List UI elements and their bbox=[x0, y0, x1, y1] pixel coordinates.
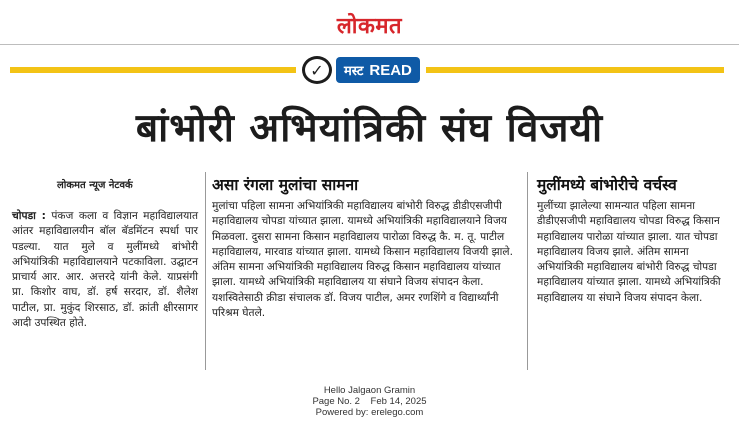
must-read-pill bbox=[336, 57, 420, 83]
article-column-3: मुलींच्या झालेल्या सामन्यात पहिला सामना डीडीएसजीपी महाविद्यालय चोपडा विरुद्ध किसान महाविद्यालय पारोळा यांच्यात झाला. यात चोपडा महाविद्यालय विजय झाले. अंतिम सामना अभियांत्रिकी महाविद्यालय बांभोरी विरुद्ध चोपडा महाविद्यालय यांच्यात झाला. यामध्ये अभियांत्रिकी महाविद्यालय या संघाने विजय संपादन केला. bbox=[537, 200, 721, 304]
column-divider-1 bbox=[205, 172, 206, 370]
must-read-badge bbox=[296, 55, 426, 85]
subhead-boys-match: असा रंगला मुलांचा सामना bbox=[212, 176, 359, 194]
article-column-1 bbox=[12, 209, 198, 331]
byline: लोकमत न्यूज नेटवर्क bbox=[57, 180, 133, 191]
footer-page: Page No. 2 bbox=[312, 396, 360, 407]
must-read-word: READ bbox=[369, 61, 412, 79]
article-headline: बांभोरी अभियांत्रिकी संघ विजयी bbox=[135, 106, 604, 151]
masthead-divider bbox=[0, 44, 739, 45]
column-divider-2 bbox=[527, 172, 528, 370]
footer-powered: Powered by: erelego.com bbox=[315, 407, 424, 418]
article-column-2: मुलांचा पहिला सामना अभियांत्रिकी महाविद्यालय बांभोरी विरुद्ध डीडीएसजीपी महाविद्यालय चोपडा यांच्यात झाला. यामध्ये अभियांत्रिकी महाविद्यालयाने विजय मिळवला. दुसरा सामना किसान महाविद्यालय पारोळा विरुद्ध कै. म. तू. पाटील महाविद्यालय, मारवाड यांच्यात झाला. यामध्ये किसान महाविद्यालय विजयी झाले. अंतिम सामना अभियांत्रिकी महाविद्यालय विरुद्ध किसान महाविद्यालय यांच्यात झाला. यामध्ये अभियांत्रिकी महाविद्यालय या संघाने विजय संपादन केला. यशस्वितेसाठी क्रीडा संचालक डॉ. विजय पाटील, अमर रणशिंगे व विद्यार्थ्यांनी परिश्रम घेतले. bbox=[212, 200, 513, 320]
must-read-prefix: मस्ट bbox=[344, 64, 364, 79]
checkmark-icon: ✓ bbox=[302, 56, 332, 84]
footer-edition: Hello Jalgaon Gramin bbox=[323, 385, 416, 396]
column-1-text: पंकज कला व विज्ञान महाविद्यालयात आंतर महाविद्यालयीन बॉल बॅडमिंटन स्पर्धा पार पडल्या. यात मुले व मुलींमध्ये बांभोरी अभियांत्रिकी महाविद्यालयाने पटकाविला. उद्घाटन प्राचार्य आर. आर. अत्तरदे यांनी केले. याप्रसंगी प्रा. किशोर वाघ, डॉ. हर्ष सरदार, डॉ. शैलेश पाटील, प्रा. मुकुंद शिरसाठ, डॉ. क्रांती क्षीरसागर आदी उपस्थित होते. bbox=[12, 210, 198, 330]
lokmat-logo: लोकमत bbox=[336, 13, 403, 39]
footer-date: Feb 14, 2025 bbox=[370, 396, 427, 407]
subhead-girls-match: मुलींमध्ये बांभोरीचे वर्चस्व bbox=[537, 176, 677, 194]
dateline: चोपडा : bbox=[12, 210, 46, 222]
page-footer bbox=[0, 385, 739, 418]
footer-page-date bbox=[0, 396, 739, 407]
masthead bbox=[0, 10, 739, 40]
